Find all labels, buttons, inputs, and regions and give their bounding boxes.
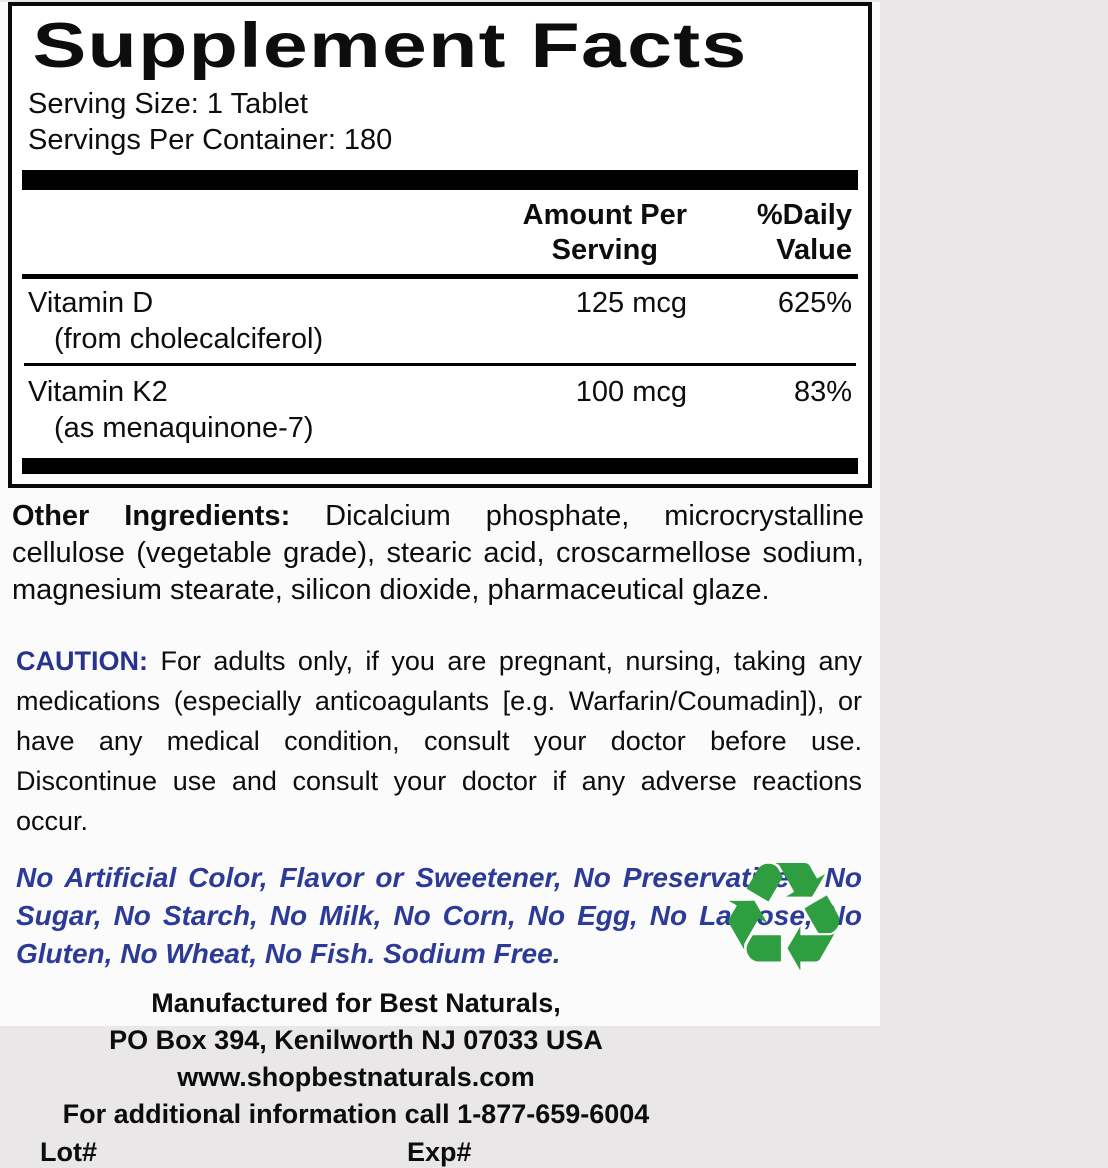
manufacturer-website: www.shopbestnaturals.com — [177, 1062, 535, 1093]
divider-row-rule — [24, 363, 856, 366]
nutrient-amount: 100 mcg — [575, 376, 687, 409]
claims-paragraph: No Artificial Color, Flavor or Sweetener, No Preservatives, No Sugar, No Starch, No Milk, No Corn, No Egg, No Lactose, No Gluten, No Wheat, No Fish. Sodium Free. — [16, 862, 862, 970]
manufacturer-block — [0, 985, 712, 1133]
nutrient-name — [12, 285, 537, 357]
manufacturer-address: PO Box 394, Kenilworth NJ 07033 USA — [109, 1025, 603, 1056]
nutrient-detail-line: (from cholecalciferol) — [54, 323, 324, 356]
lot-label: Lot# — [40, 1137, 97, 1168]
header-amount-line1: Amount Per — [522, 199, 687, 232]
manufacturer-phone: For additional information call 1-877-659-6004 — [62, 1099, 650, 1130]
supplement-facts-panel — [8, 2, 872, 488]
divider-thick-top — [22, 170, 858, 190]
divider-thick-bottom — [22, 458, 858, 474]
caution-paragraph — [16, 641, 862, 841]
lot-exp-row — [40, 1137, 880, 1168]
caution-text: For adults only, if you are pregnant, nursing, taking any medications (especially anticoagulants [e.g. Warfarin/Coumadin]), or have any medical condition, consult your doctor before use. Discontinue use and consult your doctor if any adverse reactions occur. — [16, 646, 862, 837]
supplement-label — [0, 2, 880, 1168]
other-ingredients-paragraph — [12, 498, 864, 609]
table-row-vitamin-k2 — [12, 368, 868, 450]
header-daily-line1: %Daily — [756, 199, 852, 232]
header-amount-line2: Serving — [551, 234, 659, 267]
table-row-vitamin-d — [12, 279, 868, 361]
panel-title: Supplement Facts — [32, 11, 748, 81]
manufacturer-line: Manufactured for Best Naturals, — [151, 988, 561, 1019]
nutrient-detail-line: (as menaquinone-7) — [54, 412, 314, 445]
header-daily-value — [717, 198, 852, 268]
servings-per-container: Servings Per Container: 180 — [28, 124, 393, 157]
nutrient-name-line: Vitamin K2 — [28, 376, 168, 409]
header-amount-per-serving — [523, 198, 687, 268]
nutrient-amount: 125 mcg — [575, 287, 687, 320]
nutrient-daily-value: 83% — [793, 376, 852, 409]
nutrient-name-line: Vitamin D — [28, 287, 154, 320]
header-daily-line2: Value — [776, 234, 852, 267]
serving-size: Serving Size: 1 Tablet — [28, 88, 308, 121]
nutrient-daily-value: 625% — [777, 287, 852, 320]
nutrient-name — [12, 374, 537, 446]
other-ingredients-text: Dicalcium phosphate, microcrystalline cellulose (vegetable grade), stearic acid, croscarmellose sodium, magnesium stearate, silicon dioxide, pharmaceutical glaze. — [12, 500, 865, 607]
other-ingredients-label: Other Ingredients: — [12, 500, 291, 533]
recycle-icon: ♻ — [715, 829, 852, 1006]
exp-label: Exp# — [407, 1137, 472, 1168]
table-header — [12, 190, 868, 274]
caution-label: CAUTION: — [16, 646, 148, 677]
